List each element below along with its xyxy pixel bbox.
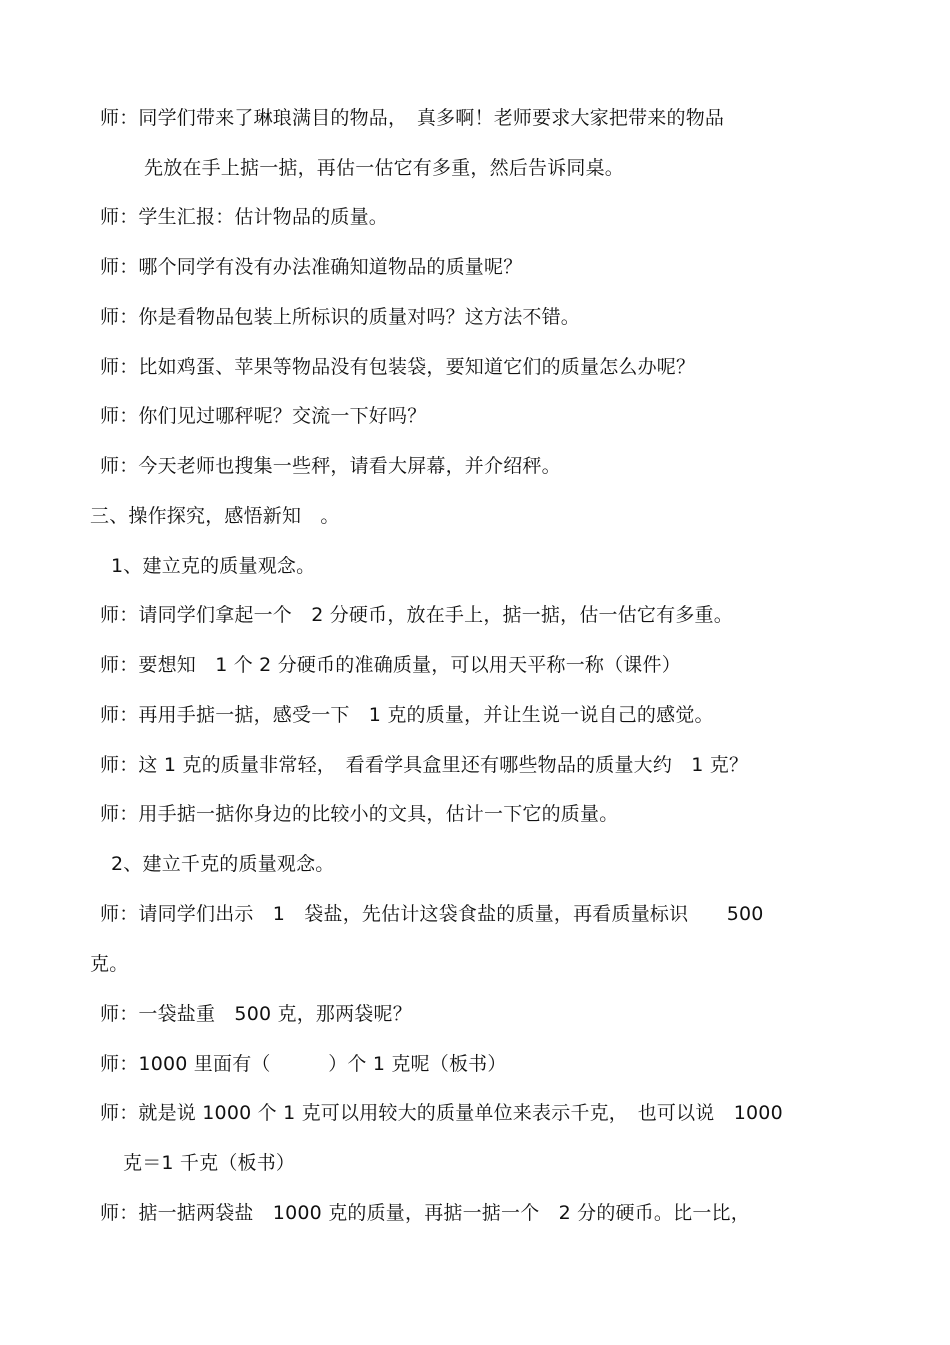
text-line: 师：哪个同学有没有办法准确知道物品的质量呢？	[100, 256, 523, 278]
text-line: 先放在手上掂一掂，再估一估它有多重，然后告诉同桌。	[144, 157, 625, 179]
text-line: 师：学生汇报：估计物品的质量。	[100, 206, 389, 228]
text-line: 克。	[90, 953, 129, 975]
text-line: 师：请同学们出示 1 袋盐，先估计这袋食盐的质量，再看质量标识 500	[100, 903, 764, 925]
text-line: 师：这 1 克的质量非常轻， 看看学具盒里还有哪些物品的质量大约 1 克？	[100, 754, 749, 776]
subsection-heading: 2、建立千克的质量观念。	[111, 853, 335, 875]
text-line: 师：1000 里面有（ ）个 1 克呢（板书）	[100, 1053, 507, 1075]
text-line: 师：比如鸡蛋、苹果等物品没有包装袋，要知道它们的质量怎么办呢？	[100, 356, 696, 378]
text-line: 师：同学们带来了琳琅满目的物品， 真多啊！老师要求大家把带来的物品	[100, 107, 725, 129]
text-line: 师：一袋盐重 500 克，那两袋呢？	[100, 1003, 412, 1025]
text-line: 师：你是看物品包装上所标识的质量对吗？这方法不错。	[100, 306, 581, 328]
text-line: 师：请同学们拿起一个 2 分硬币，放在手上，掂一掂，估一估它有多重。	[100, 604, 733, 626]
subsection-heading: 1、建立克的质量观念。	[111, 555, 316, 577]
text-line: 克＝1 千克（板书）	[123, 1152, 296, 1174]
text-line: 师：掂一掂两袋盐 1000 克的质量，再掂一掂一个 2 分的硬币。比一比，	[100, 1202, 750, 1224]
text-line: 师：你们见过哪秤呢？交流一下好吗？	[100, 405, 427, 427]
text-line: 师：今天老师也搜集一些秤，请看大屏幕，并介绍秤。	[100, 455, 561, 477]
text-line: 师：再用手掂一掂，感受一下 1 克的质量，并让生说一说自己的感觉。	[100, 704, 714, 726]
section-heading: 三、操作探究，感悟新知 。	[90, 505, 340, 527]
text-line: 师：用手掂一掂你身边的比较小的文具，估计一下它的质量。	[100, 803, 619, 825]
text-line: 师：就是说 1000 个 1 克可以用较大的质量单位来表示千克， 也可以说 1000	[100, 1102, 783, 1124]
text-line: 师：要想知 1 个 2 分硬币的准确质量，可以用天平称一称（课件）	[100, 654, 681, 676]
